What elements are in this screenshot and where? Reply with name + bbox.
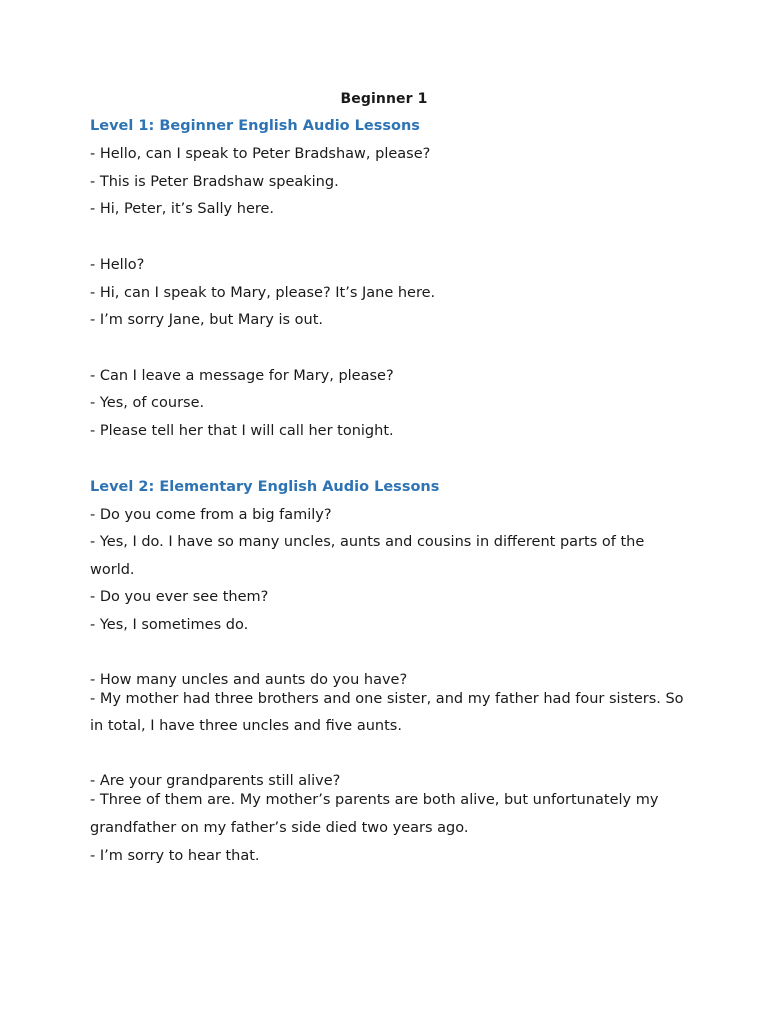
- dialogue-line: - Yes, I sometimes do.: [90, 617, 249, 633]
- dialogue-line: - Please tell her that I will call her tonight.: [90, 423, 394, 439]
- dialogue-line: - Do you ever see them?: [90, 589, 269, 605]
- dialogue-line: - Are your grandparents still alive?: [90, 773, 341, 789]
- dialogue-line: - Yes, of course.: [90, 395, 205, 411]
- document-title: Beginner 1: [340, 91, 428, 107]
- dialogue-line: grandfather on my father’s side died two years ago.: [90, 820, 469, 836]
- dialogue-line: - Hi, can I speak to Mary, please? It’s Jane here.: [90, 285, 436, 301]
- dialogue-line: - Do you come from a big family?: [90, 507, 332, 523]
- level-2-heading: Level 2: Elementary English Audio Lessons: [90, 479, 440, 495]
- dialogue-line: - This is Peter Bradshaw speaking.: [90, 174, 339, 190]
- dialogue-line: - Hello?: [90, 257, 145, 273]
- dialogue-line: world.: [90, 562, 135, 578]
- dialogue-line: - My mother had three brothers and one sister, and my father had four sisters. So: [90, 691, 684, 707]
- dialogue-line: - Yes, I do. I have so many uncles, aunts and cousins in different parts of the: [90, 534, 645, 550]
- dialogue-line: - How many uncles and aunts do you have?: [90, 672, 408, 688]
- level-1-heading: Level 1: Beginner English Audio Lessons: [90, 118, 420, 134]
- dialogue-line: - Hi, Peter, it’s Sally here.: [90, 201, 275, 217]
- dialogue-line: - I’m sorry to hear that.: [90, 848, 260, 864]
- dialogue-line: - Three of them are. My mother’s parents are both alive, but unfortunately my: [90, 792, 659, 808]
- dialogue-line: in total, I have three uncles and five aunts.: [90, 718, 402, 734]
- dialogue-line: - Can I leave a message for Mary, please?: [90, 368, 394, 384]
- dialogue-line: - Hello, can I speak to Peter Bradshaw, please?: [90, 146, 431, 162]
- dialogue-line: - I’m sorry Jane, but Mary is out.: [90, 312, 324, 328]
